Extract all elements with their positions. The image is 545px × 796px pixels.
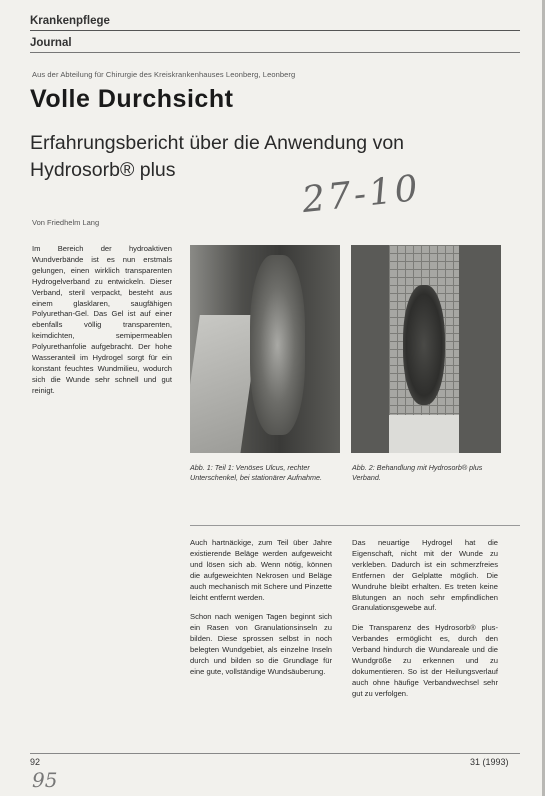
article-title: Volle Durchsicht <box>30 85 234 113</box>
ulcer-shape <box>250 255 305 435</box>
bandage-shape <box>389 415 459 453</box>
issue-number: 31 (1993) <box>470 757 509 767</box>
article-subtitle: Erfahrungsbericht über die Anwendung von Hydrosorb® plus <box>30 132 405 181</box>
paragraph: Die Transparenz des Hydrosorb® plus-Verbandes ermöglicht es, durch den Verband hindurch die Wundareale und die Wundgröße zu erkennen und zu dokumentieren. So ist der Heilungsverlauf auch ohne häufige Verbandwechsel sehr gut zu verfolgen. <box>352 623 498 698</box>
figure-2-caption: Abb. 2: Behandlung mit Hydrosorb® plus Verband. <box>352 463 483 482</box>
body-column-2 <box>190 538 332 687</box>
paragraph: Das neuartige Hydrogel hat die Eigenschaft, nicht mit der Wunde zu verkleben. Dadurch ist ein schmerzfreies Entfernen der Gelplatte möglich. Die Wundruhe bleibt erhalten. Es treten keine Blutungen an noch sehr empfindlichen Granulationsgewebe auf. <box>352 538 498 613</box>
intro-paragraph: Im Bereich der hydroaktiven Wundverbände ist es nun erstmals gelungen, einen wirklich transparenten Hydrogelverband zu entwickeln. Dieser Verband, steril verpackt, besteht aus einem glasklaren, saugfähigen Polyurethan-Gel. Das Gel ist auf einer ebenfalls völlig transparenten, keimdichten, semipermeablen Polyurethanfolie aufgebracht. Der hohe Wasseranteil im Hydrogel sorgt für ein konstant feuchtes Wundmilieu, wodurch sich die Wunde sehr schnell und gut reinigt. <box>32 244 172 395</box>
section-subtitle: Journal <box>30 37 72 49</box>
author-line: Von Friedhelm Lang <box>32 218 100 227</box>
department-line: Aus der Abteilung für Chirurgie des Kreiskrankenhauses Leonberg, Leonberg <box>32 70 296 79</box>
figure-1-caption: Abb. 1: Teil 1: Venöses Ulcus, rechter Unterschenkel, bei stationärer Aufnahme. <box>190 463 322 482</box>
page-number: 92 <box>30 757 41 767</box>
header-rule <box>30 30 520 31</box>
body-column-3 <box>352 538 498 709</box>
footer-rule <box>30 753 520 754</box>
dressing-shape <box>403 285 445 405</box>
paragraph: Schon nach wenigen Tagen beginnt sich ein Rasen von Granulationsinseln zu bilden. Diese sprossen selbst in noch belegten Wundgebiet, als einzelne Inseln durch und bilden so die Grundlage für eine gute, vollständige Wundsäuberung. <box>190 612 332 676</box>
subheader-rule <box>30 52 520 53</box>
handwritten-note: 27-10 <box>300 167 423 222</box>
section-title: Krankenpflege <box>30 15 110 27</box>
figure-1-photo <box>190 245 340 453</box>
figure-2-photo <box>351 245 501 453</box>
handwritten-page-number: 95 <box>32 768 58 792</box>
paragraph: Auch hartnäckige, zum Teil über Jahre existierende Beläge werden aufgeweicht und lösen sich ab. Wenn nötig, können die aufgeweichten Nekrosen und Beläge auch mechanisch mit Schere und Pinzette leicht entfernt werden. <box>190 538 332 602</box>
caption-rule <box>190 525 520 526</box>
